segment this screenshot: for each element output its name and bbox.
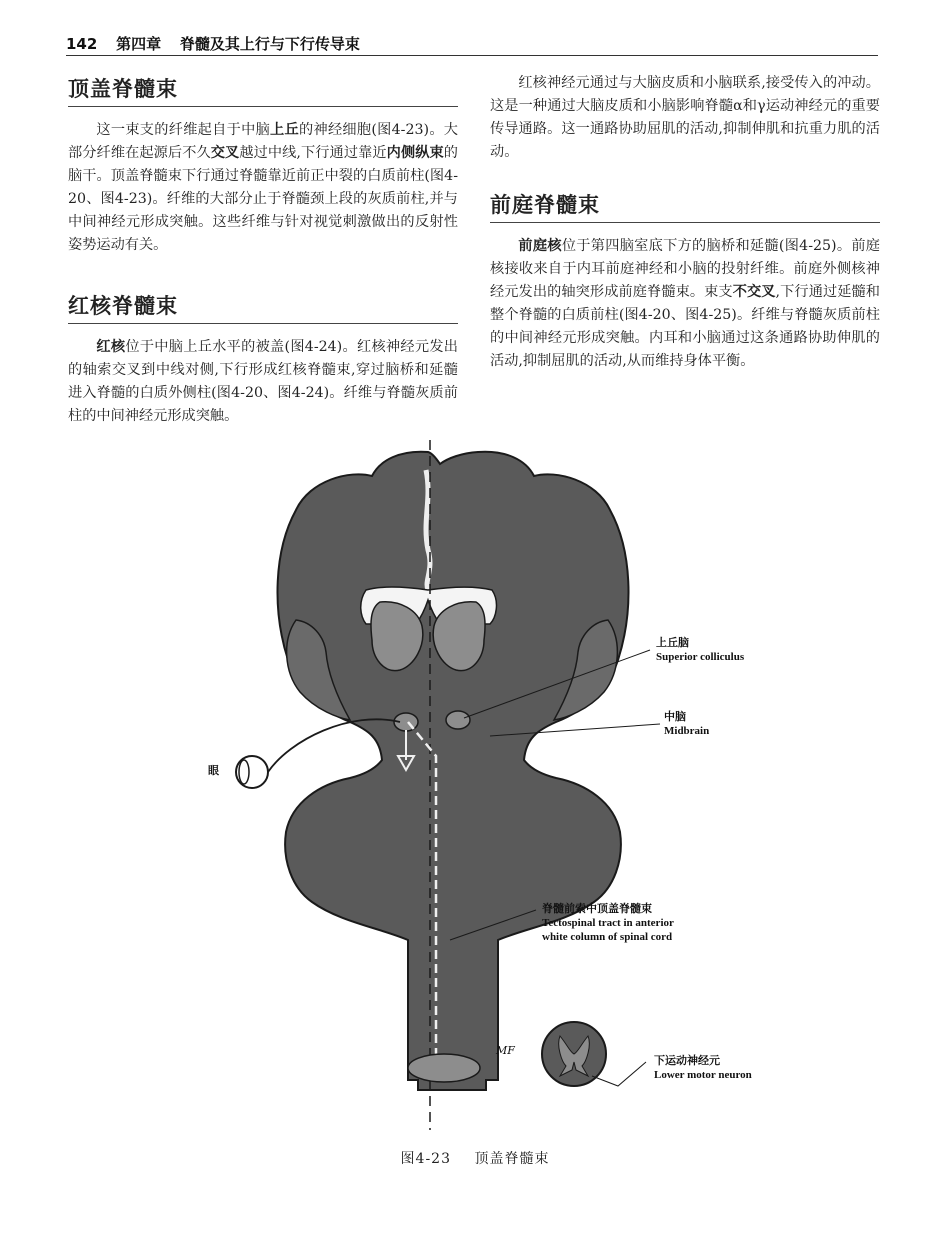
bold-term: 上丘 bbox=[270, 122, 299, 138]
label-eye bbox=[208, 764, 219, 778]
bold-term: 交叉 bbox=[210, 145, 240, 161]
section-title-rubrospinal: 红核脊髓束 bbox=[68, 291, 458, 324]
artist-signature: MF bbox=[496, 1044, 515, 1057]
midbrain-body bbox=[278, 452, 629, 1090]
text-run: 位于第四脑室底下方的脑桥和延髓(图4-25)。前庭核接收来自于内耳前庭神经和小脑的投射纤维。前庭外侧核神经元发出的轴突形成前庭脊髓束。束支 bbox=[490, 238, 880, 300]
running-header bbox=[66, 33, 876, 55]
label-en: Midbrain bbox=[664, 725, 710, 737]
label-zh: 脊髓前索中顶盖脊髓束 bbox=[542, 902, 652, 915]
caption-title: 顶盖脊髓束 bbox=[474, 1151, 550, 1167]
section-title-vestibulospinal: 前庭脊髓束 bbox=[490, 190, 880, 223]
label-zh: 上丘脑 bbox=[656, 636, 689, 649]
caption-number: 图4-23 bbox=[400, 1151, 451, 1167]
figure-tectospinal bbox=[200, 440, 900, 1140]
bold-term: 红核 bbox=[96, 339, 126, 355]
bold-term: 前庭核 bbox=[518, 238, 562, 254]
paragraph-tectospinal bbox=[68, 119, 458, 257]
figure-caption bbox=[0, 1148, 950, 1168]
bold-term: 不交叉 bbox=[732, 284, 776, 300]
label-lower-motor-neuron bbox=[654, 1054, 752, 1082]
text-run: 越过中线,下行通过靠近 bbox=[239, 145, 387, 161]
bold-term: 内侧纵束 bbox=[386, 145, 444, 161]
label-midbrain bbox=[664, 710, 709, 738]
text-run: ,下行通过延髓和整个脊髓的白质前柱(图4-20、图4-25)。纤维与脊髓灰质前柱的中间神经元形成突触。内耳和小脑通过这条通路协助伸肌的活动,抑制屈肌的活动,从而维持身体平衡。 bbox=[490, 284, 880, 369]
text-run: 的神经细胞(图4-23)。大部分纤维在起源后不久 bbox=[68, 122, 458, 161]
paragraph-vestibulospinal bbox=[490, 235, 880, 373]
label-zh: 中脑 bbox=[664, 710, 686, 723]
left-column bbox=[68, 74, 458, 428]
text-run: 的脑干。顶盖脊髓束下行通过脊髓靠近前正中裂的白质前柱(图4-20、图4-23)。纤维的大部分止于脊髓颈上段的灰质前柱,并与中间神经元形成突触。这些纤维与针对视觉刺激做出的反射性姿势运动有关。 bbox=[68, 145, 458, 253]
label-en: Lower motor neuron bbox=[654, 1069, 752, 1081]
page-number: 142 bbox=[66, 35, 98, 53]
label-en: white column of spinal cord bbox=[542, 931, 673, 943]
right-colliculus bbox=[446, 711, 470, 729]
section-title-tectospinal: 顶盖脊髓束 bbox=[68, 74, 458, 107]
label-zh: 眼 bbox=[208, 764, 219, 777]
label-zh: 下运动神经元 bbox=[654, 1054, 720, 1067]
right-column bbox=[490, 72, 880, 373]
label-tectospinal-tract bbox=[542, 902, 674, 944]
text-run: 位于中脑上丘水平的被盖(图4-24)。红核神经元发出的轴索交叉到中线对侧,下行形成红核脊髓束,穿过脑桥和延髓进入脊髓的白质外侧柱(图4-20、图4-24)。纤维与脊髓灰质前柱的中间神经元形成突触。 bbox=[68, 339, 458, 424]
paragraph-rubrospinal-cont: 红核神经元通过与大脑皮质和小脑联系,接受传入的冲动。这是一种通过大脑皮质和小脑影响脊髓α和γ运动神经元的重要传导通路。这一通路协助屈肌的活动,抑制伸肌和抗重力肌的活动。 bbox=[490, 75, 880, 160]
header-rule bbox=[66, 55, 878, 56]
brain-diagram bbox=[200, 440, 900, 1140]
label-en: Tectospinal tract in anterior bbox=[542, 917, 674, 929]
chapter-label: 第四章 bbox=[116, 35, 162, 53]
paragraph-rubrospinal bbox=[68, 336, 458, 428]
eye-icon bbox=[236, 756, 268, 788]
chapter-title: 脊髓及其上行与下行传导束 bbox=[179, 35, 360, 53]
text-run: 这一束支的纤维起自于中脑 bbox=[96, 122, 271, 138]
label-superior-colliculus bbox=[656, 636, 744, 664]
cord-base bbox=[408, 1054, 480, 1082]
label-en: Superior colliculus bbox=[656, 651, 745, 663]
